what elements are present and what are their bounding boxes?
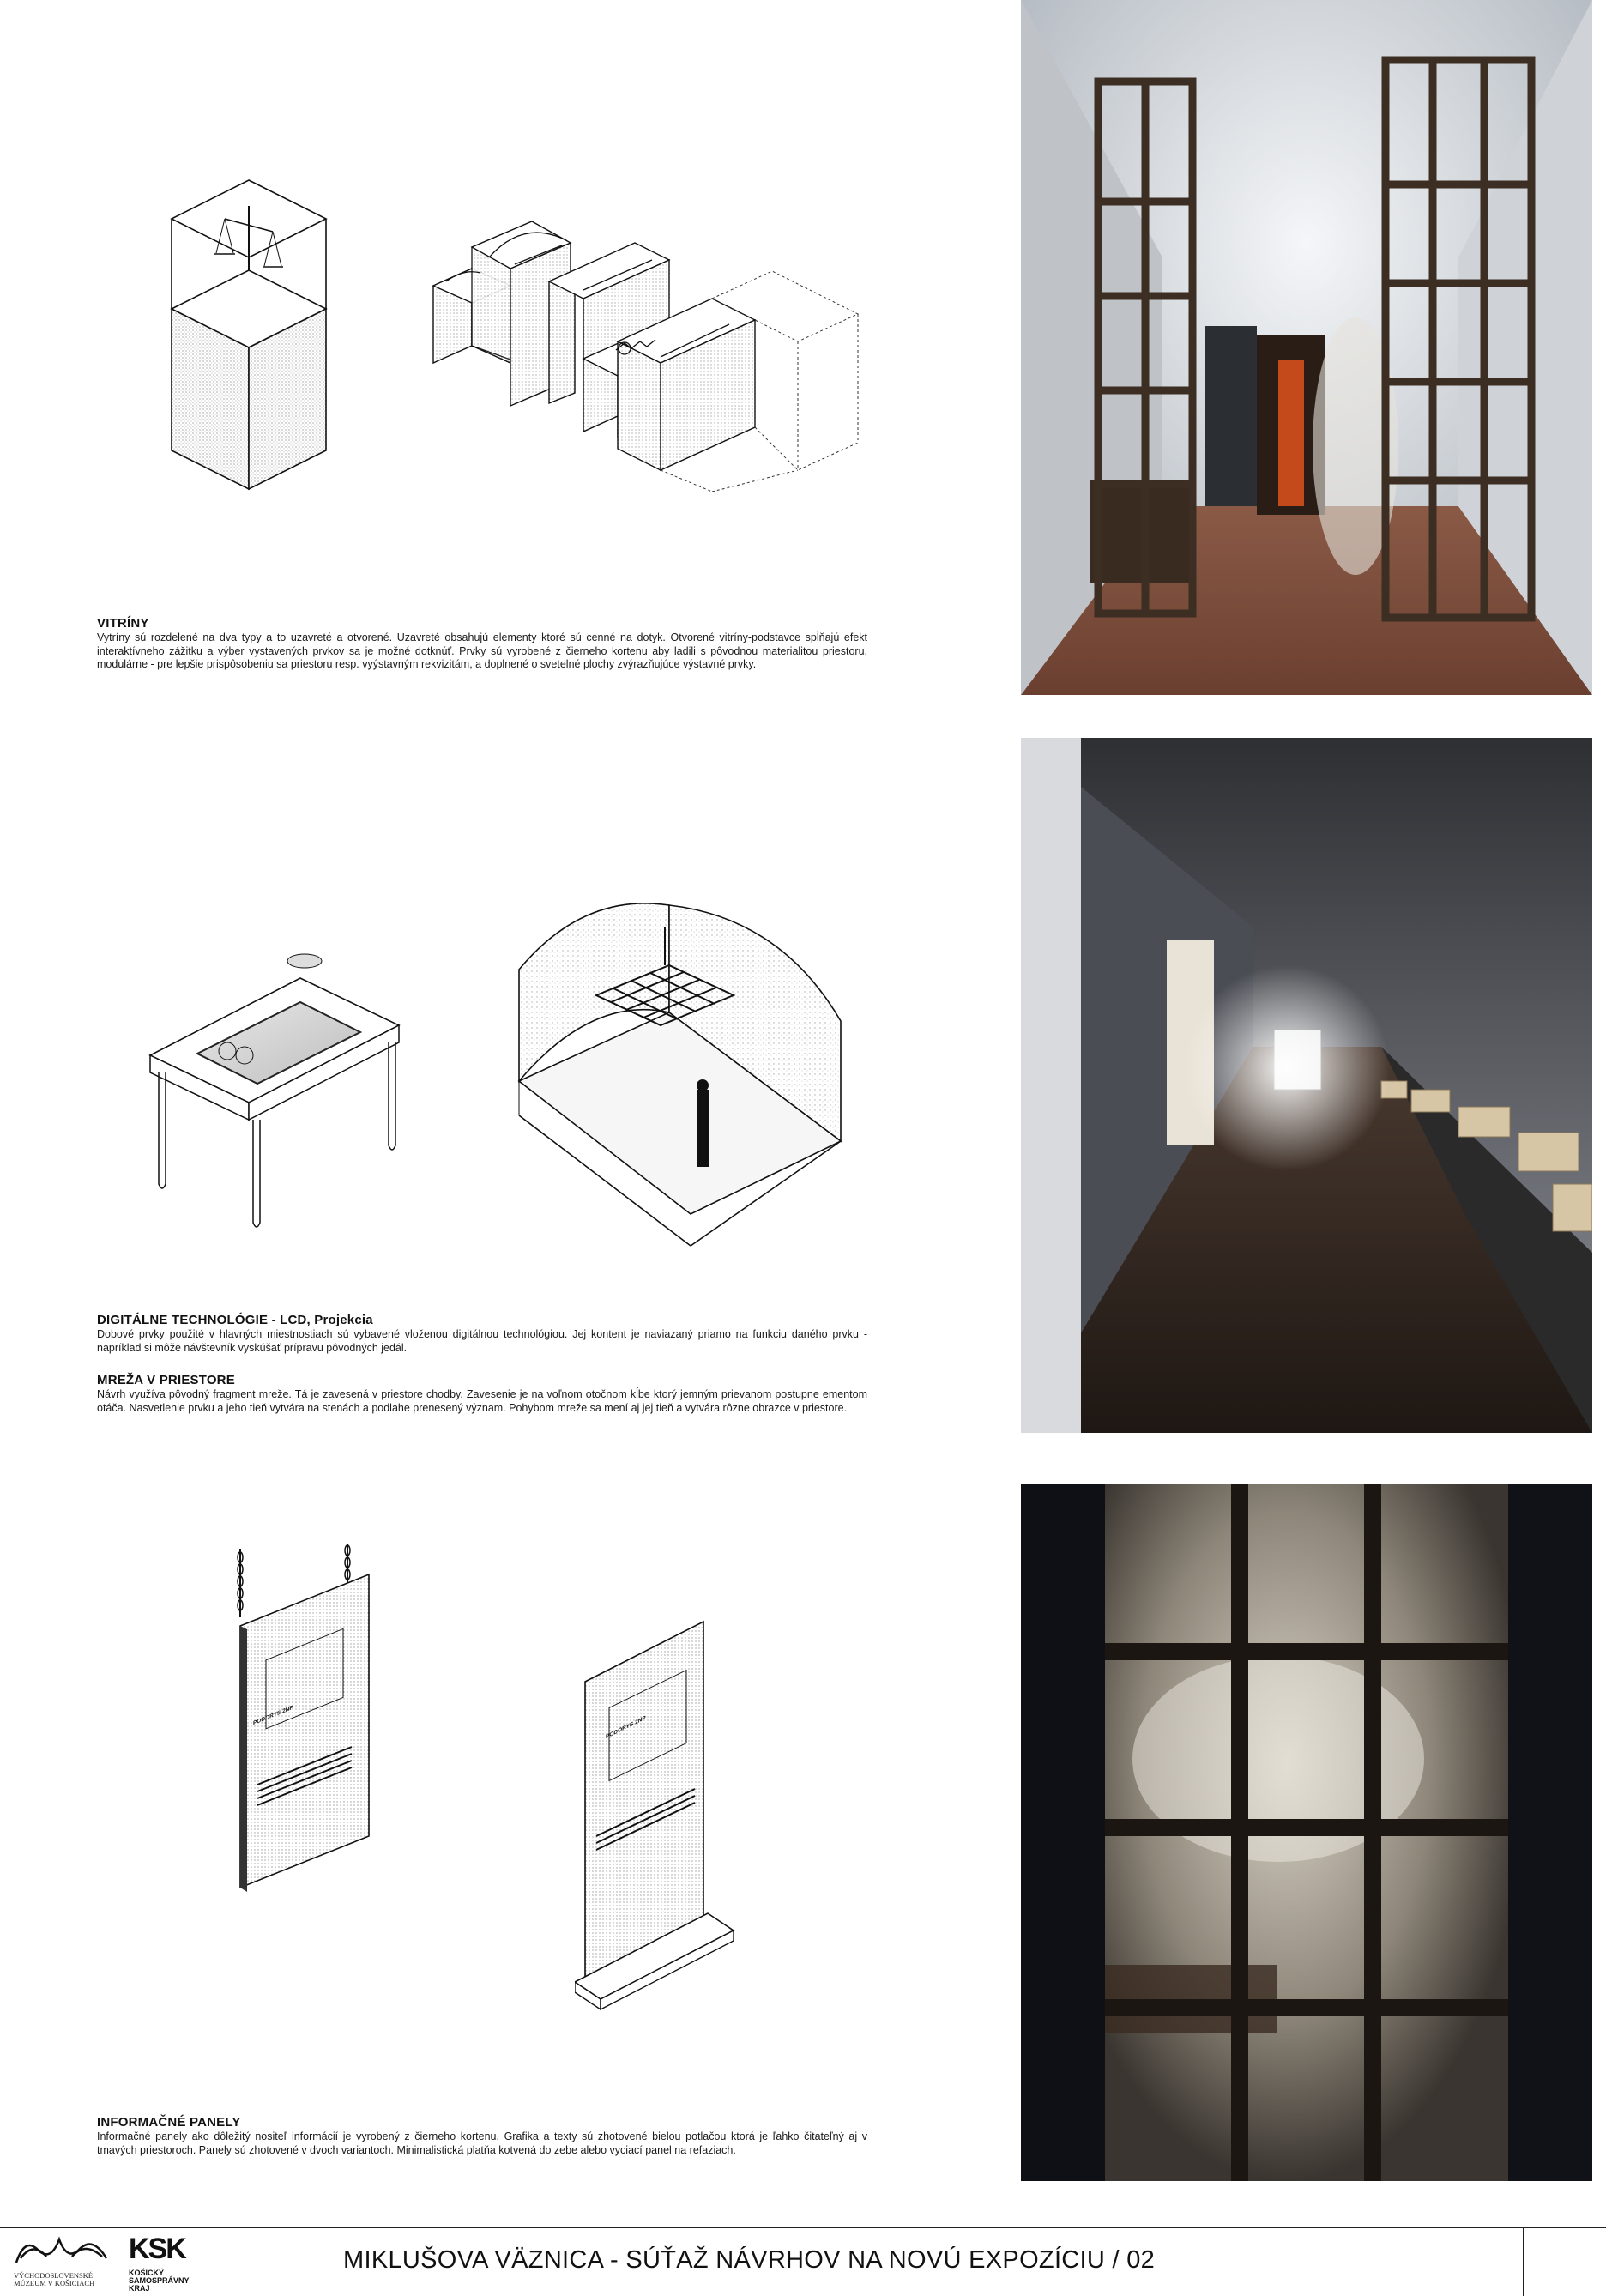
section-body-digital: Dobové prvky použité v hlavných miestnostiach sú vybavené vloženou digitálnou technológiou. Jej kontent je naviazaný priamo na funkciu daného prvku - napríklad si môže návštevník vyskúšať prípravu pôvodných jedál. [97, 1328, 867, 1354]
section-body-vitriny: Vytríny sú rozdelené na dva typy a to uzavreté a otvorené. Uzavreté obsahujú elementy ktoré sú cenné na dotyk. Otvorené vitríny-podstavce spĺňajú efekt interaktívneho zážitku a výber vystavených prvkov sa je možné dotknúť. Prvky sú vyrobené z čierneho kortenu aby ladili s pôvodnou materialitou priestoru, modulárne - pre lepšie prispôsobeniu sa priestoru resp. vyýstavným rekvizitám, a doplnené o svetelné plochy zvýrazňujúce výstavné prvky. [97, 631, 867, 670]
ksk-logo-mark: KSK [129, 2233, 185, 2265]
render-cell-window-grille [1021, 1484, 1592, 2181]
hanging-panel-label: PODORYS 2NP [253, 1704, 293, 1727]
vsm-logo-line1: VÝCHODOSLOVENSKÉ [14, 2271, 94, 2280]
vitrine-open-modules-illustration [429, 196, 875, 513]
section-body-mreza: Návrh využíva pôvodný fragment mreže. Tá je zavesená v priestore chodby. Zavesenie je na voľnom otočnom kĺbe ktorý jemným prievanom postupne ementom otáča. Nasvetlenie prvku a jeho tieň vytvára na stenách a podlahe prenesený význam. Pohybom mreže sa mení aj jej tieň a vytvára rôzne obrazce v priestore. [97, 1388, 867, 1414]
render-corridor-grille-doors [1021, 0, 1592, 695]
ksk-logo-line3: KRAJ [129, 2284, 150, 2293]
footer-divider [1523, 2227, 1524, 2296]
ksk-logo-line1: KOŠICKÝ [129, 2269, 165, 2277]
section-title-vitriny: VITRÍNY [97, 616, 149, 631]
standing-info-panel-illustration [575, 1613, 738, 2033]
footer-title: MIKLUŠOVA VÄZNICA - SÚŤAŽ NÁVRHOV NA NOVÚ EXPOZÍCIU / 02 [343, 2246, 1156, 2274]
vsm-logo-line2: MÚZEUM V KOŠICIACH [14, 2279, 95, 2287]
vsm-logo-icon [12, 2233, 115, 2267]
footer-rule [0, 2227, 1606, 2228]
section-body-panely: Informačné panely ako dôležitý nositeľ informácií je vyrobený z čierneho kortenu. Grafika a texty sú zhotovené bielou potlačou ktorá je ľahko čitateľný aj v tmavých priestoroch. Panely sú zhotovené v dvoch variantoch. Minimalistická platňa kotvená do zebe alebo vyciací panel na refaziach. [97, 2130, 867, 2156]
digital-table-illustration [142, 944, 442, 1236]
ksk-logo-line2: SAMOSPRÁVNY [129, 2276, 190, 2285]
vitrine-closed-illustration [154, 172, 343, 498]
hanging-info-panel-illustration [223, 1540, 395, 1956]
standing-panel-label: PODORYS 2NP [606, 1714, 646, 1741]
section-title-digital: DIGITÁLNE TECHNOLÓGIE - LCD, Projekcia [97, 1313, 373, 1327]
render-corridor-projection [1021, 738, 1592, 1433]
hanging-grille-room-illustration [515, 892, 858, 1253]
section-title-panely: INFORMAČNÉ PANELY [97, 2115, 241, 2130]
section-title-mreza: MREŽA V PRIESTORE [97, 1373, 235, 1387]
